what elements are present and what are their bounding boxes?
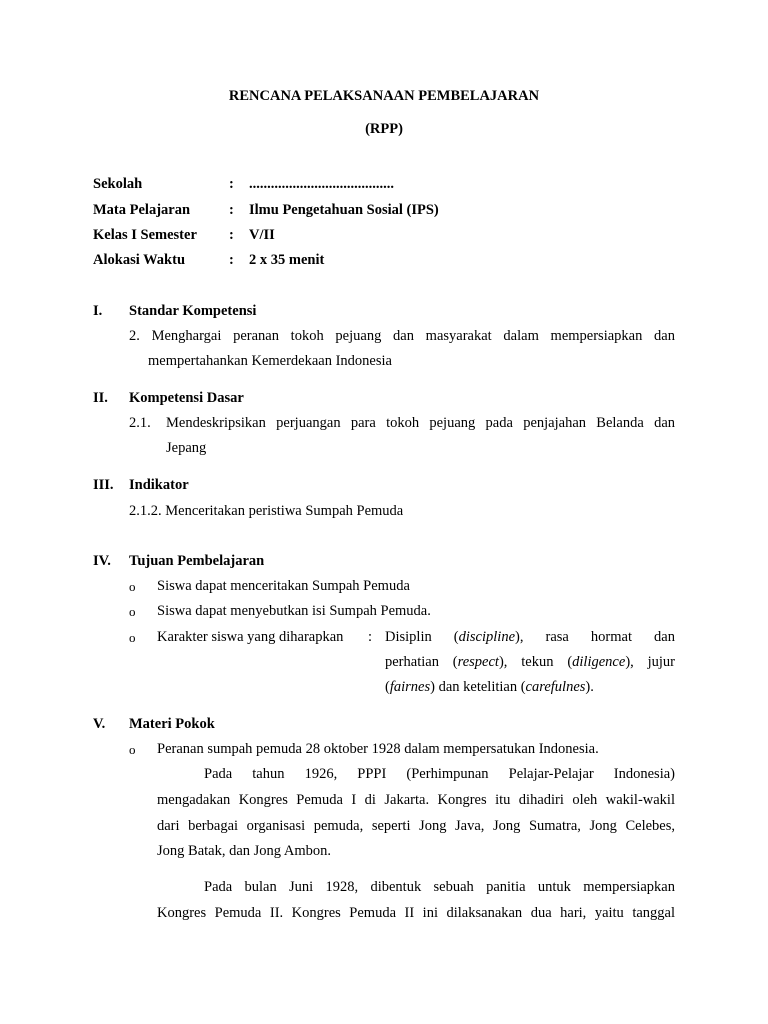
section-text: Mendeskripsikan perjuangan para tokoh pejuang pada penjajahan Belanda dan: [166, 415, 675, 431]
section-text: 2. Menghargai peranan tokoh pejuang dan masyarakat dalam mempersiapkan dan: [129, 328, 675, 344]
identity-label: Alokasi Waktu: [93, 252, 186, 268]
list-item: Siswa dapat menceritakan Sumpah Pemuda: [157, 578, 410, 594]
karakter-line: (fairnes) dan ketelitian (carefulnes).: [385, 679, 594, 695]
identity-value: ........................................: [249, 176, 394, 192]
bullet-icon: o: [129, 630, 136, 645]
identity-label: Mata Pelajaran: [93, 202, 191, 218]
document-subtitle: (RPP): [365, 121, 403, 137]
identity-separator: :: [229, 202, 234, 218]
identity-value: V/II: [249, 227, 275, 243]
karakter-line: Disiplin (discipline), rasa hormat dan: [385, 629, 675, 645]
paragraph-line: Pada tahun 1926, PPPI (Perhimpunan Pelajar-Pelajar Indonesia): [204, 766, 675, 782]
bullet-icon: o: [129, 604, 136, 619]
identity-separator: :: [229, 176, 234, 192]
karakter-line: perhatian (respect), tekun (diligence), jujur: [385, 654, 675, 670]
section-title: Tujuan Pembelajaran: [129, 553, 265, 569]
section-title: Standar Kompetensi: [129, 303, 257, 319]
list-item: Siswa dapat menyebutkan isi Sumpah Pemuda.: [157, 603, 431, 619]
section-text: mempertahankan Kemerdekaan Indonesia: [148, 353, 392, 369]
list-item-separator: :: [368, 629, 373, 645]
kd-code: 2.1.: [129, 415, 151, 431]
section-title: Indikator: [129, 477, 189, 493]
section-text: 2.1.2. Menceritakan peristiwa Sumpah Pemuda: [129, 503, 404, 519]
paragraph-line: mengadakan Kongres Pemuda I di Jakarta. Kongres itu dihadiri oleh wakil-wakil: [157, 792, 675, 808]
paragraph-line: Jong Batak, dan Jong Ambon.: [157, 843, 331, 859]
bullet-icon: o: [129, 579, 136, 594]
identity-value: 2 x 35 menit: [249, 252, 325, 268]
section-number: V.: [93, 716, 106, 732]
section-number: IV.: [93, 553, 111, 569]
list-item: Peranan sumpah pemuda 28 oktober 1928 dalam mempersatukan Indonesia.: [157, 741, 599, 757]
section-number: III.: [93, 477, 114, 493]
bullet-icon: o: [129, 742, 136, 757]
paragraph-line: dari berbagai organisasi pemuda, seperti Jong Java, Jong Sumatra, Jong Celebes,: [157, 818, 675, 834]
identity-label: Kelas I Semester: [93, 227, 197, 243]
section-title: Materi Pokok: [129, 716, 215, 732]
paragraph-line: Kongres Pemuda II. Kongres Pemuda II ini dilaksanakan dua hari, yaitu tanggal: [157, 905, 675, 921]
section-text: Jepang: [166, 440, 207, 456]
identity-label: Sekolah: [93, 176, 143, 192]
document-title: RENCANA PELAKSANAAN PEMBELAJARAN: [228, 88, 540, 104]
section-number: II.: [93, 390, 108, 406]
identity-value: Ilmu Pengetahuan Sosial (IPS): [249, 202, 439, 218]
list-item-label: Karakter siswa yang diharapkan: [157, 629, 344, 645]
paragraph-line: Pada bulan Juni 1928, dibentuk sebuah panitia untuk mempersiapkan: [204, 879, 675, 895]
section-number: I.: [93, 303, 103, 319]
section-title: Kompetensi Dasar: [129, 390, 244, 406]
identity-separator: :: [229, 227, 234, 243]
identity-separator: :: [229, 252, 234, 268]
